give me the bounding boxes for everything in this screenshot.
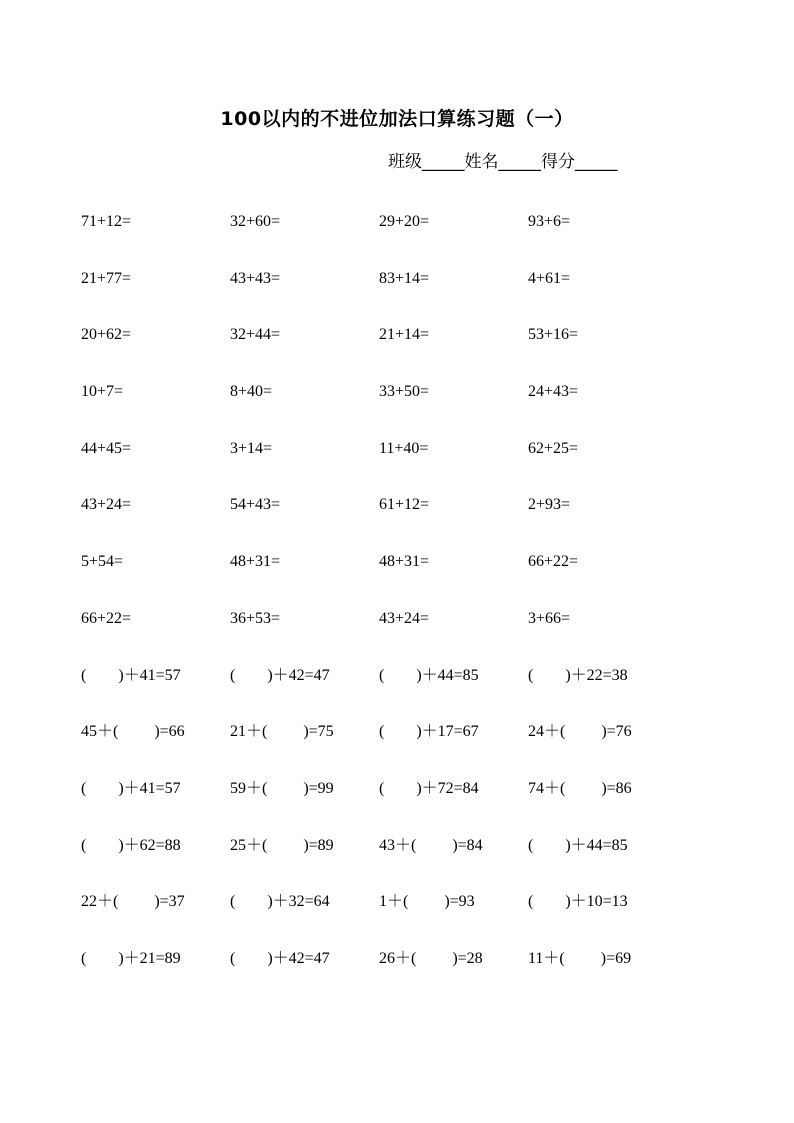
- problem-row: [81, 324, 721, 381]
- problem-cell: 26＋( )=28: [379, 949, 483, 967]
- problem-cell: ( )＋17=67: [379, 723, 479, 741]
- problem-row: [81, 551, 721, 608]
- problem-cell: 43＋( )=84: [379, 836, 483, 854]
- student-info: [388, 147, 618, 172]
- problem-cell: 21＋( )=75: [230, 723, 334, 741]
- problem-cell: 3+14=: [230, 439, 273, 457]
- problem-cell: ( )＋32=64: [230, 893, 330, 911]
- problem-cell: 45＋( )=66: [81, 723, 185, 741]
- problem-cell: 2+93=: [528, 496, 571, 514]
- problem-cell: 83+14=: [379, 269, 430, 287]
- problem-cell: 4+61=: [528, 269, 571, 287]
- problem-cell: 61+12=: [379, 496, 430, 514]
- problem-cell: 59＋( )=99: [230, 779, 334, 797]
- problem-cell: 10+7=: [81, 383, 124, 401]
- problem-cell: 71+12=: [81, 213, 132, 230]
- problem-cell: 66+22=: [528, 553, 579, 571]
- problem-cell: 43+24=: [379, 609, 430, 627]
- problem-cell: 3+66=: [528, 609, 571, 627]
- problem-cell: 8+40=: [230, 383, 273, 401]
- problem-cell: 43+24=: [81, 496, 132, 514]
- problem-cell: 22＋( )=37: [81, 893, 185, 911]
- problem-cell: 29+20=: [379, 213, 430, 230]
- problem-cell: 53+16=: [528, 326, 579, 344]
- score-field[interactable]: 得分_____: [541, 152, 618, 172]
- problem-cell: 24+43=: [528, 383, 579, 401]
- problem-cell: 11+40=: [379, 439, 429, 457]
- problem-grid: [81, 211, 721, 1005]
- problem-cell: 21+14=: [379, 326, 430, 344]
- problem-row: [81, 211, 721, 268]
- problem-cell: ( )＋41=57: [81, 666, 181, 684]
- problem-cell: 48+31=: [379, 553, 430, 571]
- problem-row: [81, 948, 721, 1005]
- problem-cell: ( )＋44=85: [379, 666, 479, 684]
- problem-row: [81, 438, 721, 495]
- problem-cell: 43+43=: [230, 269, 281, 287]
- name-field[interactable]: 姓名_____: [464, 152, 541, 172]
- problem-cell: ( )＋44=85: [528, 836, 628, 854]
- page-title: 100以内的不进位加法口算练习题（一）: [220, 108, 574, 130]
- problem-cell: 21+77=: [81, 269, 132, 287]
- problem-cell: ( )＋41=57: [81, 779, 181, 797]
- class-field[interactable]: 班级_____: [388, 152, 465, 172]
- problem-cell: 25＋( )=89: [230, 836, 334, 854]
- problem-row: [81, 778, 721, 835]
- problem-row: [81, 665, 721, 722]
- problem-cell: ( )＋22=38: [528, 666, 628, 684]
- problem-cell: 93+6=: [528, 213, 571, 230]
- problem-cell: 48+31=: [230, 553, 281, 571]
- problem-cell: 54+43=: [230, 496, 281, 514]
- problem-cell: 32+60=: [230, 213, 281, 230]
- problem-cell: 66+22=: [81, 609, 132, 627]
- problem-cell: 36+53=: [230, 609, 281, 627]
- problem-cell: 44+45=: [81, 439, 132, 457]
- problem-row: [81, 721, 721, 778]
- problem-cell: ( )＋42=47: [230, 949, 330, 967]
- problem-row: [81, 891, 721, 948]
- problem-cell: 11＋( )=69: [528, 949, 632, 967]
- problem-cell: 1＋( )=93: [379, 893, 475, 911]
- problem-cell: ( )＋62=88: [81, 836, 181, 854]
- problem-cell: 33+50=: [379, 383, 430, 401]
- problem-row: [81, 835, 721, 892]
- problem-cell: 20+62=: [81, 326, 132, 344]
- problem-row: [81, 494, 721, 551]
- problem-cell: 5+54=: [81, 553, 124, 571]
- problem-cell: 74＋( )=86: [528, 779, 632, 797]
- problem-row: [81, 381, 721, 438]
- problem-row: [81, 268, 721, 325]
- problem-cell: ( )＋10=13: [528, 893, 628, 911]
- problem-cell: 62+25=: [528, 439, 579, 457]
- problem-cell: ( )＋21=89: [81, 949, 181, 967]
- problem-cell: 24＋( )=76: [528, 723, 632, 741]
- problem-row: [81, 608, 721, 665]
- problem-cell: ( )＋72=84: [379, 779, 479, 797]
- problem-cell: 32+44=: [230, 326, 281, 344]
- problem-cell: ( )＋42=47: [230, 666, 330, 684]
